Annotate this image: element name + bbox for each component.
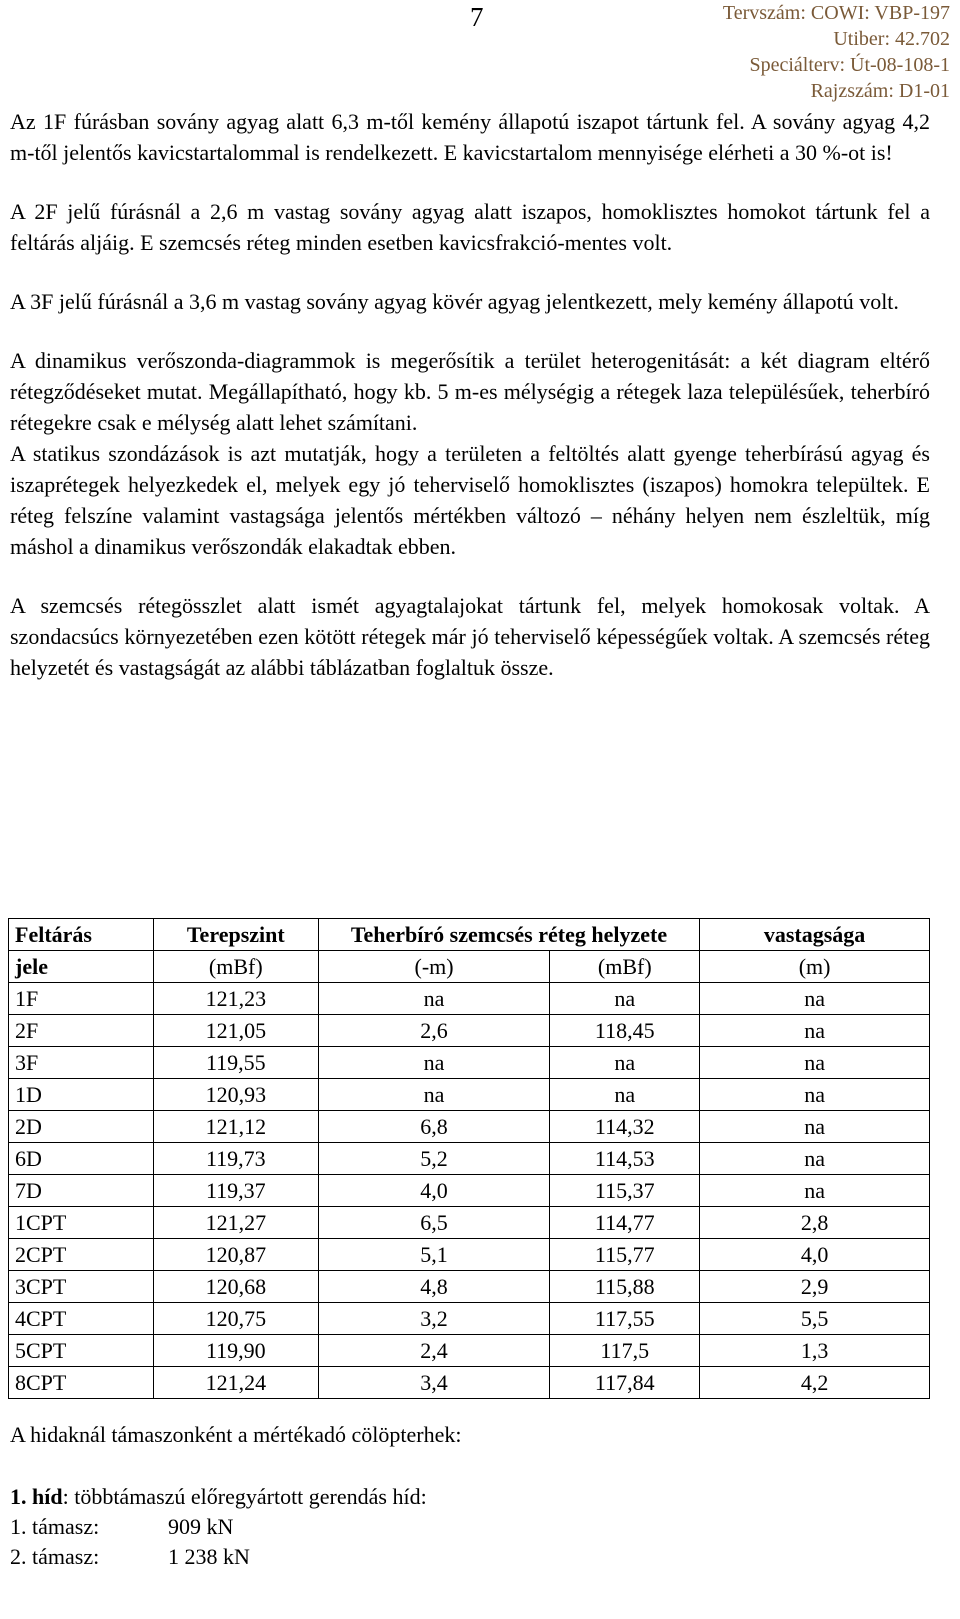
unit-m: (m)	[700, 951, 930, 983]
cell-ground-level: 119,90	[153, 1335, 318, 1367]
table-row	[9, 1271, 930, 1303]
cell-ground-level: 120,87	[153, 1239, 318, 1271]
cell-depth: 2,6	[318, 1015, 550, 1047]
cell-borehole: 7D	[9, 1175, 154, 1207]
cell-level: 117,84	[550, 1367, 700, 1399]
cell-thickness: na	[700, 1015, 930, 1047]
support-value: 1 238 kN	[168, 1544, 250, 1569]
cell-ground-level: 119,37	[153, 1175, 318, 1207]
cell-level: 114,77	[550, 1207, 700, 1239]
body-text-top	[10, 106, 930, 683]
cell-thickness: na	[700, 1111, 930, 1143]
cell-depth: na	[318, 1079, 550, 1111]
cell-borehole: 1D	[9, 1079, 154, 1111]
cell-ground-level: 121,12	[153, 1111, 318, 1143]
paragraph-4: A dinamikus verőszonda-diagrammok is megerősítik a terület heterogenitását: a két diagram eltérő rétegződéseket mutat. Megállapítható, hogy kb. 5 m-es mélységig a rétegek laza településűek, teherbíró rétegekre csak e mélység alatt lehet számítani.	[10, 348, 930, 435]
support-value: 909 kN	[168, 1514, 234, 1539]
header-borehole: Feltárás	[9, 919, 154, 951]
header-thickness: vastagsága	[700, 919, 930, 951]
cell-borehole: 1CPT	[9, 1207, 154, 1239]
cell-ground-level: 121,27	[153, 1207, 318, 1239]
cell-borehole: 6D	[9, 1143, 154, 1175]
cell-depth: na	[318, 1047, 550, 1079]
cell-ground-level: 121,23	[153, 983, 318, 1015]
cell-level: 114,32	[550, 1111, 700, 1143]
cell-thickness: 5,5	[700, 1303, 930, 1335]
cell-level: na	[550, 1047, 700, 1079]
bridge-section	[10, 1482, 427, 1572]
cell-level: 115,37	[550, 1175, 700, 1207]
document-header	[723, 0, 950, 104]
table-row	[9, 1303, 930, 1335]
soil-layer-table	[8, 918, 930, 1399]
cell-ground-level: 120,68	[153, 1271, 318, 1303]
cell-level: 117,5	[550, 1335, 700, 1367]
header-utiber: Utiber: 42.702	[833, 28, 950, 50]
pile-load-intro: A hidaknál támaszonként a mértékadó cölöpterhek:	[10, 1422, 462, 1447]
cell-depth: na	[318, 983, 550, 1015]
page-number: 7	[470, 2, 484, 32]
cell-depth: 4,0	[318, 1175, 550, 1207]
cell-depth: 4,8	[318, 1271, 550, 1303]
header-project-number: Tervszám: COWI: VBP-197	[722, 2, 950, 24]
cell-depth: 2,4	[318, 1335, 550, 1367]
cell-borehole: 2F	[9, 1015, 154, 1047]
cell-thickness: 4,0	[700, 1239, 930, 1271]
header-layer-position: Teherbíró szemcsés réteg helyzete	[318, 919, 699, 951]
cell-borehole: 2CPT	[9, 1239, 154, 1271]
cell-thickness: na	[700, 1143, 930, 1175]
table-row	[9, 1239, 930, 1271]
cell-borehole: 2D	[9, 1111, 154, 1143]
paragraph-2: A 2F jelű fúrásnál a 2,6 m vastag sovány agyag alatt iszapos, homoklisztes homokot tártunk fel a feltárás aljáig. E szemcsés réteg minden esetben kavicsfrakció-mentes volt.	[10, 199, 930, 255]
paragraph-6: A szemcsés rétegösszlet alatt ismét agyagtalajokat tártunk fel, melyek homokosak voltak. A szondacsúcs környezetében ezen kötött rétegek már jó teherviselő képességűek voltak. A szemcsés réteg helyzetét és vastagságát az alábbi táblázatban foglaltuk össze.	[10, 593, 930, 680]
cell-level: 115,77	[550, 1239, 700, 1271]
table-row	[9, 1143, 930, 1175]
support-row	[10, 1542, 427, 1572]
table-row	[9, 1111, 930, 1143]
cell-thickness: 2,8	[700, 1207, 930, 1239]
table-row	[9, 1367, 930, 1399]
unit-depth: (-m)	[318, 951, 550, 983]
cell-borehole: 4CPT	[9, 1303, 154, 1335]
cell-depth: 6,8	[318, 1111, 550, 1143]
cell-level: 115,88	[550, 1271, 700, 1303]
bridge-description: : többtámaszú előregyártott gerendás híd:	[62, 1484, 427, 1509]
table-header-row	[9, 919, 930, 951]
support-row	[10, 1512, 427, 1542]
cell-thickness: 2,9	[700, 1271, 930, 1303]
cell-borehole: 5CPT	[9, 1335, 154, 1367]
header-ground-level: Terepszint	[153, 919, 318, 951]
cell-ground-level: 120,75	[153, 1303, 318, 1335]
unit-mbf-level: (mBf)	[550, 951, 700, 983]
support-label: 1. támasz:	[10, 1514, 100, 1539]
cell-level: 114,53	[550, 1143, 700, 1175]
cell-level: 118,45	[550, 1015, 700, 1047]
table-header-units-row	[9, 951, 930, 983]
table-row	[9, 1207, 930, 1239]
cell-level: na	[550, 1079, 700, 1111]
unit-mbf: (mBf)	[153, 951, 318, 983]
cell-level: na	[550, 983, 700, 1015]
cell-borehole: 3F	[9, 1047, 154, 1079]
cell-depth: 3,2	[318, 1303, 550, 1335]
cell-borehole: 1F	[9, 983, 154, 1015]
cell-depth: 6,5	[318, 1207, 550, 1239]
bridge-title	[10, 1482, 427, 1512]
paragraph-3: A 3F jelű fúrásnál a 3,6 m vastag sovány agyag kövér agyag jelentkezett, mely kemény állapotú volt.	[10, 289, 899, 314]
table-row	[9, 1015, 930, 1047]
cell-depth: 3,4	[318, 1367, 550, 1399]
header-borehole-id: jele	[9, 951, 154, 983]
cell-level: 117,55	[550, 1303, 700, 1335]
cell-ground-level: 121,24	[153, 1367, 318, 1399]
cell-borehole: 8CPT	[9, 1367, 154, 1399]
cell-thickness: 1,3	[700, 1335, 930, 1367]
cell-ground-level: 119,73	[153, 1143, 318, 1175]
table-row	[9, 983, 930, 1015]
table-row	[9, 1079, 930, 1111]
bridge-number: 1. híd	[10, 1484, 63, 1509]
cell-thickness: na	[700, 983, 930, 1015]
cell-thickness: 4,2	[700, 1367, 930, 1399]
cell-thickness: na	[700, 1079, 930, 1111]
cell-ground-level: 121,05	[153, 1015, 318, 1047]
cell-depth: 5,1	[318, 1239, 550, 1271]
paragraph-1: Az 1F fúrásban sovány agyag alatt 6,3 m-től kemény állapotú iszapot tártunk fel. A sovány agyag 4,2 m-től jelentős kavicstartalommal is rendelkezett. E kavicstartalom mennyisége elérheti a 30 %-ot is!	[10, 109, 930, 165]
paragraph-5: A statikus szondázások is azt mutatják, hogy a területen a feltöltés alatt gyenge teherbírású agyag és iszaprétegek helyezkedek el, melyek egy jó teherviselő homoklisztes (iszapos) homokra települtek. E réteg felszíne valamint vastagsága jelentős mértékben változó – néhány helyen nem észleltük, míg máshol a dinamikus verőszondák elakadtak ebben.	[10, 441, 930, 559]
cell-ground-level: 120,93	[153, 1079, 318, 1111]
table-row	[9, 1175, 930, 1207]
cell-thickness: na	[700, 1175, 930, 1207]
header-drawing-number: Rajzszám: D1-01	[810, 80, 950, 102]
header-special-plan: Speciálterv: Út-08-108-1	[749, 54, 950, 76]
cell-thickness: na	[700, 1047, 930, 1079]
cell-ground-level: 119,55	[153, 1047, 318, 1079]
support-label: 2. támasz:	[10, 1544, 100, 1569]
table-row	[9, 1335, 930, 1367]
cell-borehole: 3CPT	[9, 1271, 154, 1303]
cell-depth: 5,2	[318, 1143, 550, 1175]
table-row	[9, 1047, 930, 1079]
